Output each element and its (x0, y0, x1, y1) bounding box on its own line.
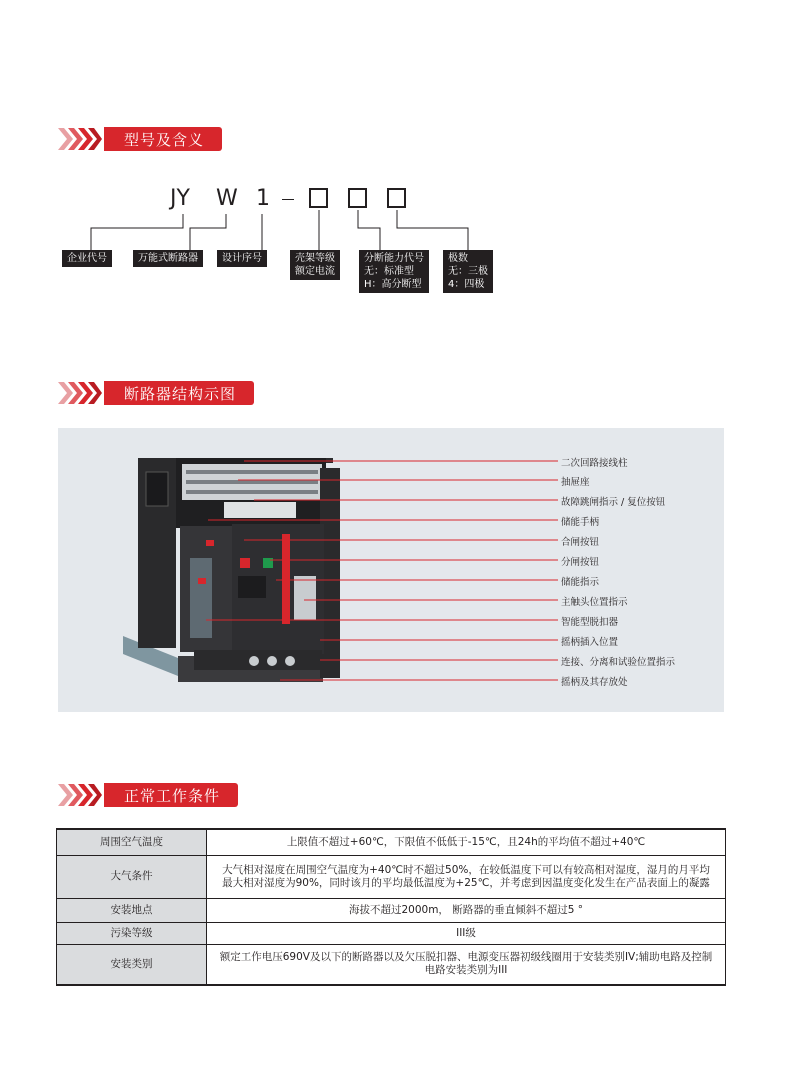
callout-label: 二次回路接线柱 (561, 458, 628, 469)
callout-label: 主触头位置指示 (561, 597, 628, 608)
callout-label: 分闸按钮 (561, 557, 600, 568)
section-title: 正常工作条件 (104, 783, 238, 807)
table-cell-value: 大气相对湿度在周围空气温度为+40℃时不超过50%，在较低温度下可以有较高相对湿度，湿月的月平均 最大相对湿度为90%，同时该月的平均最低温度为+25℃，并考虑到因温度变化发生在产品表面上的凝露 (207, 855, 726, 898)
chevron-right-icon (58, 124, 102, 154)
callout-label: 连接、分离和试验位置指示 (561, 657, 676, 668)
section-header-structure (58, 378, 254, 408)
callout-label: 故障跳闸指示 / 复位按钮 (561, 497, 666, 508)
code-letter-jy: JY (170, 186, 190, 211)
callout-label: 摇柄及其存放处 (561, 677, 628, 688)
table-row (57, 922, 726, 944)
section-title: 断路器结构示图 (104, 381, 254, 405)
table-row (57, 898, 726, 922)
section-header-conditions (58, 780, 238, 810)
tag-breaker-type: 万能式断路器 (133, 250, 203, 267)
table-cell-value: III级 (207, 922, 726, 944)
tag-company-code: 企业代号 (62, 250, 112, 267)
table-cell-value: 海拔不超过2000m， 断路器的垂直倾斜不超过5 ° (207, 898, 726, 922)
section-header-model (58, 124, 222, 154)
table-row (57, 944, 726, 985)
table-cell-label: 大气条件 (57, 855, 207, 898)
tag-breaking-capacity: 分断能力代号 无：标准型 H：高分断型 (359, 250, 429, 293)
callout-label: 智能型脱扣器 (561, 617, 619, 628)
table-cell-label: 周围空气温度 (57, 829, 207, 855)
table-row (57, 829, 726, 855)
breaker-illustration (58, 428, 724, 712)
callout-label: 摇柄插入位置 (561, 637, 619, 648)
callout-label: 抽屉座 (561, 477, 590, 488)
tag-design-number: 设计序号 (217, 250, 267, 267)
table-cell-value: 上限值不超过+60℃，下限值不低低于-15℃，且24h的平均值不超过+40℃ (207, 829, 726, 855)
table-row (57, 855, 726, 898)
callout-label: 储能指示 (561, 577, 600, 588)
tag-frame-rating: 壳架等级 额定电流 (290, 250, 340, 280)
code-letter-1: 1 (256, 186, 270, 211)
table-cell-label: 安装地点 (57, 898, 207, 922)
chevron-right-icon (58, 378, 102, 408)
conditions-table (56, 828, 726, 986)
chevron-right-icon (58, 780, 102, 810)
callout-label: 储能手柄 (561, 517, 600, 528)
code-letter-w: W (216, 186, 238, 211)
section-title: 型号及含义 (104, 127, 222, 151)
callout-label: 合闸按钮 (561, 537, 600, 548)
tag-pole-count: 极数 无：三极 4：四极 (443, 250, 493, 293)
table-cell-value: 额定工作电压690V及以下的断路器以及欠压脱扣器、电源变压器初级线圈用于安装类别ⅠV;辅助电路及控制 电路安装类别为III (207, 944, 726, 985)
table-cell-label: 污染等级 (57, 922, 207, 944)
table-cell-label: 安装类别 (57, 944, 207, 985)
